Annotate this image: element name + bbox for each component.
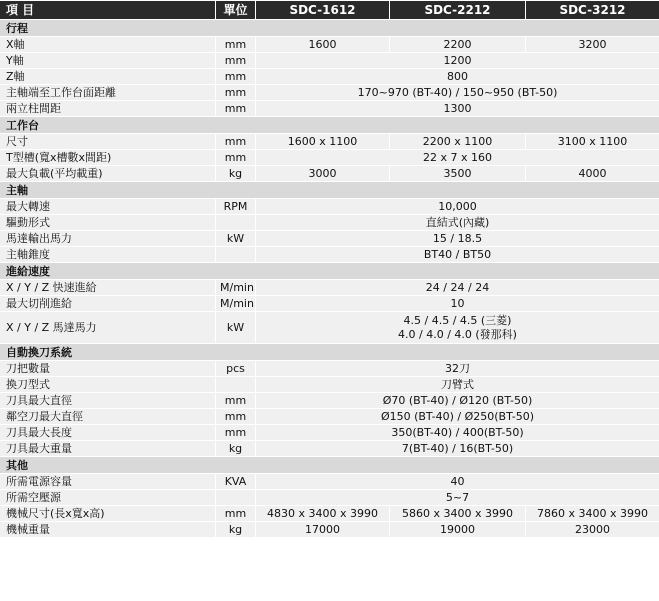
spec-value-all-models: 1300 xyxy=(255,101,659,116)
spec-value-all-models: BT40 / BT50 xyxy=(255,247,659,262)
section-title: 行程 xyxy=(0,20,659,36)
spec-value-model-3: 7860 x 3400 x 3990 xyxy=(525,506,659,521)
section-title: 自動換刀系統 xyxy=(0,344,659,360)
spec-label: 兩立柱間距 xyxy=(0,101,215,116)
spec-value-all-models: 7(BT-40) / 16(BT-50) xyxy=(255,441,659,456)
spec-value-model-2: 3500 xyxy=(389,166,525,181)
spec-label: 主軸錐度 xyxy=(0,247,215,262)
spec-label: 機械重量 xyxy=(0,522,215,537)
spec-unit: RPM xyxy=(215,199,255,214)
spec-row xyxy=(0,474,659,489)
spec-value-model-2: 19000 xyxy=(389,522,525,537)
spec-unit: M/min xyxy=(215,280,255,295)
spec-unit xyxy=(215,490,255,505)
spec-row xyxy=(0,69,659,84)
spec-label: 主軸端至工作台面距離 xyxy=(0,85,215,100)
spec-value-all-models: 170~970 (BT-40) / 150~950 (BT-50) xyxy=(255,85,659,100)
spec-label: 所需電源容量 xyxy=(0,474,215,489)
spec-value-model-1: 17000 xyxy=(255,522,389,537)
spec-row xyxy=(0,506,659,521)
spec-body xyxy=(0,20,659,537)
header-item: 項 目 xyxy=(0,1,215,19)
spec-value-all-models: 10,000 xyxy=(255,199,659,214)
spec-unit: mm xyxy=(215,425,255,440)
spec-unit: kg xyxy=(215,166,255,181)
spec-label: 換刀型式 xyxy=(0,377,215,392)
spec-value-all-models: 10 xyxy=(255,296,659,311)
spec-value-all-models: 350(BT-40) / 400(BT-50) xyxy=(255,425,659,440)
spec-label: 尺寸 xyxy=(0,134,215,149)
spec-row xyxy=(0,53,659,68)
spec-unit: M/min xyxy=(215,296,255,311)
section-header-row xyxy=(0,20,659,36)
spec-row xyxy=(0,522,659,537)
spec-unit: mm xyxy=(215,37,255,52)
spec-unit: kW xyxy=(215,231,255,246)
spec-label: Y軸 xyxy=(0,53,215,68)
spec-row xyxy=(0,231,659,246)
spec-row xyxy=(0,199,659,214)
spec-unit: kg xyxy=(215,441,255,456)
spec-row xyxy=(0,425,659,440)
spec-row xyxy=(0,150,659,165)
spec-label: 所需空壓源 xyxy=(0,490,215,505)
spec-unit: mm xyxy=(215,409,255,424)
spec-value-model-3: 3100 x 1100 xyxy=(525,134,659,149)
spec-unit xyxy=(215,377,255,392)
spec-row xyxy=(0,247,659,262)
section-title: 主軸 xyxy=(0,182,659,198)
spec-value-all-models: Ø70 (BT-40) / Ø120 (BT-50) xyxy=(255,393,659,408)
spec-row xyxy=(0,215,659,230)
spec-label: 鄰空刀最大直徑 xyxy=(0,409,215,424)
spec-label: 驅動形式 xyxy=(0,215,215,230)
header-model-2: SDC-2212 xyxy=(389,1,525,19)
spec-label: 機械尺寸(長x寬x高) xyxy=(0,506,215,521)
spec-value-all-models: 直結式(內藏) xyxy=(255,215,659,230)
spec-unit: mm xyxy=(215,53,255,68)
spec-unit: kg xyxy=(215,522,255,537)
spec-row xyxy=(0,490,659,505)
spec-value-all-models: Ø150 (BT-40) / Ø250(BT-50) xyxy=(255,409,659,424)
spec-value-all-models: 15 / 18.5 xyxy=(255,231,659,246)
spec-label: X軸 xyxy=(0,37,215,52)
spec-row xyxy=(0,361,659,376)
spec-value-all-models: 32刀 xyxy=(255,361,659,376)
spec-row xyxy=(0,85,659,100)
spec-value-model-1: 1600 x 1100 xyxy=(255,134,389,149)
spec-label: 刀具最大長度 xyxy=(0,425,215,440)
spec-label: 刀具最大重量 xyxy=(0,441,215,456)
spec-unit: mm xyxy=(215,69,255,84)
spec-value-all-models: 5~7 xyxy=(255,490,659,505)
spec-value-all-models xyxy=(255,312,659,343)
spec-unit: mm xyxy=(215,393,255,408)
spec-label: Z軸 xyxy=(0,69,215,84)
spec-unit: mm xyxy=(215,150,255,165)
spec-label: X / Y / Z 馬達馬力 xyxy=(0,312,215,343)
spec-label: 刀把數量 xyxy=(0,361,215,376)
header-model-3: SDC-3212 xyxy=(525,1,659,19)
spec-value-all-models: 22 x 7 x 160 xyxy=(255,150,659,165)
spec-value-all-models: 刀臂式 xyxy=(255,377,659,392)
section-title: 其他 xyxy=(0,457,659,473)
section-title: 工作台 xyxy=(0,117,659,133)
spec-value-model-1: 3000 xyxy=(255,166,389,181)
header-model-1: SDC-1612 xyxy=(255,1,389,19)
spec-row xyxy=(0,101,659,116)
spec-row xyxy=(0,37,659,52)
spec-value-model-3: 3200 xyxy=(525,37,659,52)
spec-row xyxy=(0,280,659,295)
spec-row xyxy=(0,409,659,424)
spec-unit: kW xyxy=(215,312,255,343)
spec-row xyxy=(0,312,659,343)
spec-label: T型槽(寬x槽數x間距) xyxy=(0,150,215,165)
section-header-row xyxy=(0,182,659,198)
section-header-row xyxy=(0,344,659,360)
spec-unit xyxy=(215,247,255,262)
spec-value-model-2: 5860 x 3400 x 3990 xyxy=(389,506,525,521)
section-title: 進給速度 xyxy=(0,263,659,279)
spec-unit: pcs xyxy=(215,361,255,376)
spec-row xyxy=(0,134,659,149)
spec-unit: mm xyxy=(215,134,255,149)
spec-label: 最大負載(平均載重) xyxy=(0,166,215,181)
spec-value-all-models: 24 / 24 / 24 xyxy=(255,280,659,295)
spec-value-model-3: 23000 xyxy=(525,522,659,537)
section-header-row xyxy=(0,117,659,133)
spec-row xyxy=(0,441,659,456)
header-row xyxy=(0,1,659,19)
spec-label: 最大切削進給 xyxy=(0,296,215,311)
spec-unit: mm xyxy=(215,101,255,116)
spec-value-model-2: 2200 x 1100 xyxy=(389,134,525,149)
spec-value-all-models: 1200 xyxy=(255,53,659,68)
spec-value-all-models: 40 xyxy=(255,474,659,489)
spec-unit: mm xyxy=(215,85,255,100)
spec-value-model-2: 2200 xyxy=(389,37,525,52)
section-header-row xyxy=(0,263,659,279)
spec-row xyxy=(0,377,659,392)
spec-value-line-1: 4.5 / 4.5 / 4.5 (三菱) xyxy=(403,313,512,327)
spec-label: 最大轉速 xyxy=(0,199,215,214)
spec-row xyxy=(0,296,659,311)
spec-unit: mm xyxy=(215,506,255,521)
spec-value-line-2: 4.0 / 4.0 / 4.0 (發那科) xyxy=(398,327,517,341)
section-header-row xyxy=(0,457,659,473)
spec-value-model-1: 4830 x 3400 x 3990 xyxy=(255,506,389,521)
spec-value-model-3: 4000 xyxy=(525,166,659,181)
spec-unit xyxy=(215,215,255,230)
spec-label: X / Y / Z 快速進給 xyxy=(0,280,215,295)
spec-value-all-models: 800 xyxy=(255,69,659,84)
spec-value-model-1: 1600 xyxy=(255,37,389,52)
header-unit: 單位 xyxy=(215,1,255,19)
spec-row xyxy=(0,393,659,408)
spec-unit: KVA xyxy=(215,474,255,489)
spec-label: 刀具最大直徑 xyxy=(0,393,215,408)
spec-row xyxy=(0,166,659,181)
spec-label: 馬達輸出馬力 xyxy=(0,231,215,246)
